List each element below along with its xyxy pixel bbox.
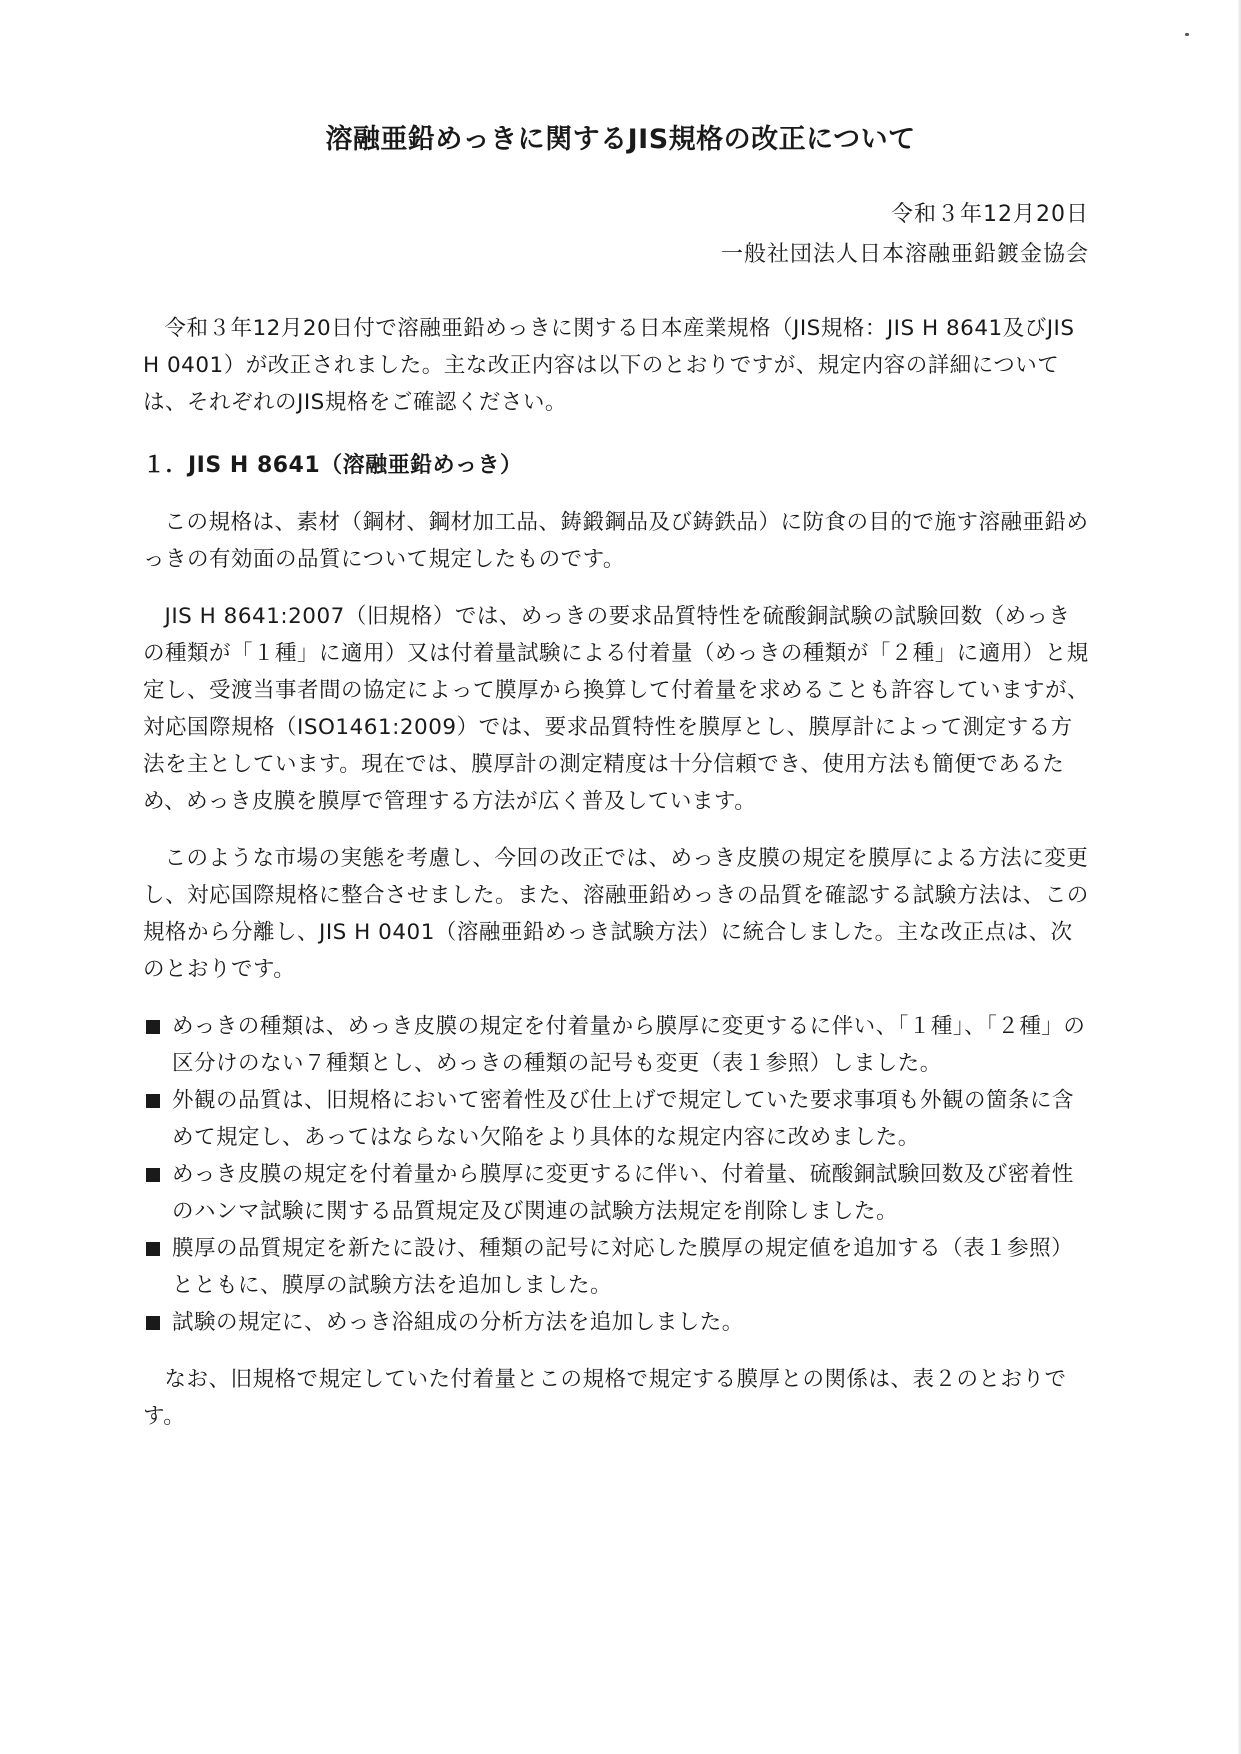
intro-paragraph: 令和３年12月20日付で溶融亜鉛めっきに関する日本産業規格（JIS規格：JIS H 8641及びJIS H 0401）が改正されました。主な改正内容は以下のとおりですが、規定内容の詳細については、それぞれのJIS規格をご確認ください。 (143, 316, 1075, 415)
square-bullet-icon (146, 1020, 160, 1034)
list-item-text: めっきの種類は、めっき皮膜の規定を付着量から膜厚に変更するに伴い、「１種」、「２種」の区分けのない７種類とし、めっきの種類の記号も変更（表１参照）しました。 (172, 1014, 1086, 1076)
document-date: 令和３年12月20日 (891, 202, 1089, 227)
list-item (143, 1082, 1091, 1156)
document-title: 溶融亜鉛めっきに関するJIS規格の改正について (325, 124, 916, 155)
revision-points-list (143, 1008, 1091, 1341)
list-item-text: 外観の品質は、旧規格において密着性及び仕上げで規定していた要求事項も外観の箇条に含めて規定し、あってはならない欠陥をより具体的な規定内容に改めました。 (172, 1088, 1075, 1150)
section-paragraph-4: なお、旧規格で規定していた付着量とこの規格で規定する膜厚との関係は、表２のとおりです。 (143, 1367, 1067, 1429)
square-bullet-icon (146, 1168, 160, 1182)
list-item (143, 1304, 1091, 1341)
square-bullet-icon (146, 1316, 160, 1330)
square-bullet-icon (146, 1094, 160, 1108)
scan-speck (1185, 33, 1189, 36)
section-paragraph-3: このような市場の実態を考慮し、今回の改正では、めっき皮膜の規定を膜厚による方法に変更し、対応国際規格に整合させました。また、溶融亜鉛めっきの品質を確認する試験方法は、この規格から分離し、JIS H 0401（溶融亜鉛めっき試験方法）に統合しました。主な改正点は、次のとおりです。 (143, 846, 1089, 982)
list-item (143, 1230, 1091, 1304)
issuing-organization: 一般社団法人日本溶融亜鉛鍍金協会 (720, 242, 1089, 267)
square-bullet-icon (146, 1242, 160, 1256)
list-item-text: 膜厚の品質規定を新たに設け、種類の記号に対応した膜厚の規定値を追加する（表１参照）とともに、膜厚の試験方法を追加しました。 (172, 1236, 1074, 1298)
list-item-text: めっき皮膜の規定を付着量から膜厚に変更するに伴い、付着量、硫酸銅試験回数及び密着性のハンマ試験に関する品質規定及び関連の試験方法規定を削除しました。 (172, 1162, 1074, 1224)
section-paragraph-2: JIS H 8641:2007（旧規格）では、めっきの要求品質特性を硫酸銅試験の試験回数（めっきの種類が「１種」に適用）又は付着量試験による付着量（めっきの種類が「２種」に適用）と規定し、受渡当事者間の協定によって膜厚から換算して付着量を求めることも許容していますが、対応国際規格（ISO1461:2009）では、要求品質特性を膜厚とし、膜厚計によって測定する方法を主としています。現在では、膜厚計の測定精度は十分信頼でき、使用方法も簡便であるため、めっき皮膜を膜厚で管理する方法が広く普及しています。 (143, 604, 1090, 814)
list-item (143, 1008, 1091, 1082)
section-heading: １．JIS H 8641（溶融亜鉛めっき） (143, 453, 523, 478)
list-item (143, 1156, 1091, 1230)
list-item-text: 試験の規定に、めっき浴組成の分析方法を追加しました。 (172, 1310, 744, 1335)
document-body (143, 310, 1091, 1435)
section-paragraph-1: この規格は、素材（鋼材、鋼材加工品、鋳鍛鋼品及び鋳鉄品）に防食の目的で施す溶融亜鉛めっきの有効面の品質について規定したものです。 (143, 510, 1089, 572)
